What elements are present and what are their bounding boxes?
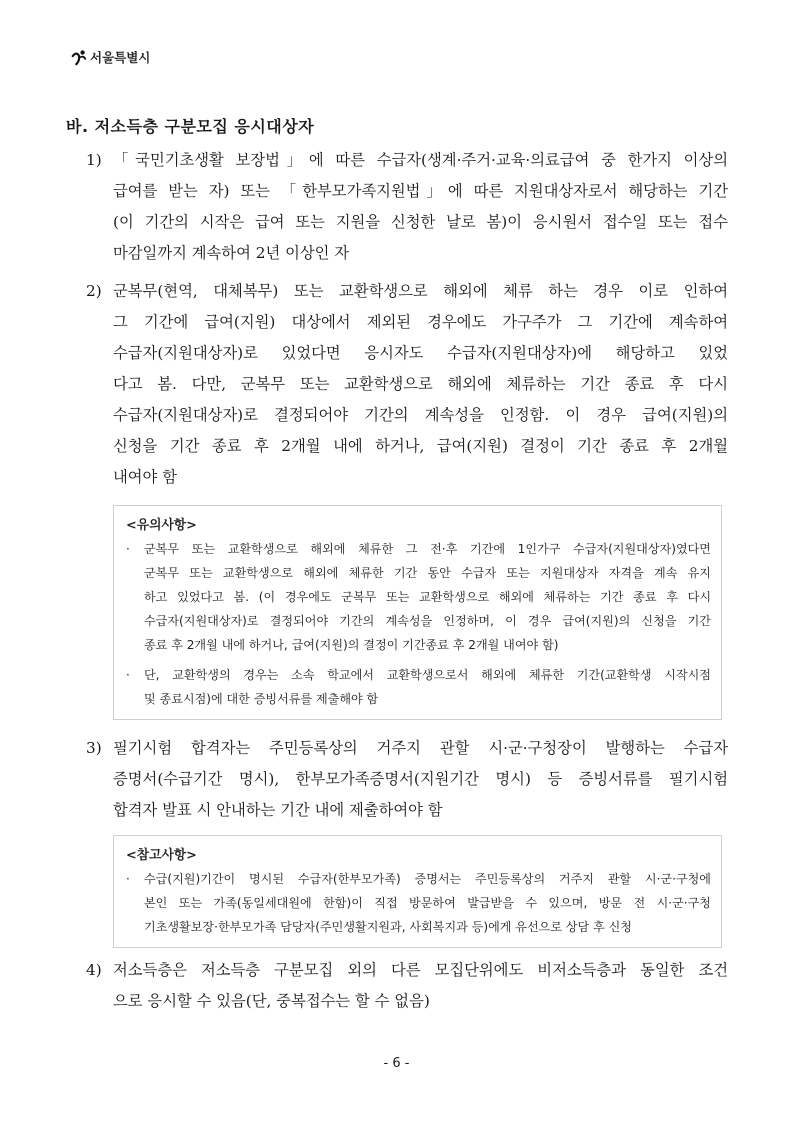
item-line: 「국민기초생활 보장법」에 따른 수급자(생계·주거·교육·의료급여 중 한가지 이상의 — [113, 151, 728, 169]
bullet-marker: · — [126, 668, 130, 682]
list-item-1 — [86, 145, 728, 269]
item-line: (이 기간의 시작은 급여 또는 지원을 신청한 날로 봄)이 응시원서 접수일 또는 접수 — [113, 213, 728, 231]
item-line: 으로 응시할 수 있음(단, 중복접수는 할 수 없음) — [113, 992, 430, 1010]
item-number: 4) — [86, 961, 102, 979]
reference-note-box — [113, 835, 722, 948]
note-line: 수급(지원)기간이 명시된 수급자(한부모가족) 증명서는 주민등록상의 거주지 관할 시·군·구청에 — [144, 872, 711, 886]
note-line: 단, 교환학생의 경우는 소속 학교에서 교환학생으로서 해외에 체류한 기간(교환학생 시작시점 — [144, 668, 711, 682]
note-line: 본인 또는 가족(동일세대원에 한함)이 직접 방문하여 발급받을 수 있으며, 방문 전 시·군·구청 — [144, 896, 711, 910]
list-item-3 — [86, 733, 728, 826]
item-line: 수급자(지원대상자)로 결정되어야 기간의 계속성을 인정함. 이 경우 급여(지원)의 — [113, 406, 728, 424]
item-number: 1) — [86, 151, 102, 169]
note-line: 수급자(지원대상자)로 결정되어야 기간의 계속성을 인정하며, 이 경우 급여(지원)의 신청을 기간 — [144, 614, 711, 628]
note-line: 군복무 또는 교환학생으로 해외에 체류한 기간 동안 수급자 또는 지원대상자 자격을 계속 유지 — [144, 566, 711, 580]
item-line: 그 기간에 급여(지원) 대상에서 제외된 경우에도 가구주가 그 기간에 계속하여 — [113, 313, 728, 331]
item-line: 군복무(현역, 대체복무) 또는 교환학생으로 해외에 체류 하는 경우 이로 인하여 — [113, 282, 728, 300]
section-title: 바. 저소득층 구분모집 응시대상자 — [66, 117, 315, 136]
seoul-symbol-icon — [70, 48, 88, 66]
item-line: 신청을 기간 종료 후 2개월 내에 하거나, 급여(지원) 결정이 기간 종료 후 2개월 — [113, 437, 728, 455]
note-bullet-item — [122, 663, 711, 711]
note-line: 기초생활보장·한부모가족 담당자(주민생활지원과, 사회복지과 등)에게 유선으로 상담 후 신청 — [144, 920, 632, 934]
item-line: 급여를 받는 자) 또는 「한부모가족지원법」에 따른 지원대상자로서 해당하는 기간 — [113, 182, 728, 200]
note-title: <유의사항> — [126, 518, 197, 533]
item-line: 마감일까지 계속하여 2년 이상인 자 — [113, 244, 350, 262]
note-bullet-item — [122, 537, 711, 657]
note-line: 하고 있었다고 봄. (이 경우에도 군복무 또는 교환학생으로 해외에 체류하는 기간 종료 후 다시 — [144, 590, 711, 604]
bullet-marker: · — [126, 872, 130, 886]
note-bullet-item — [122, 867, 711, 939]
item-number: 3) — [86, 739, 102, 757]
item-line: 저소득층은 저소득층 구분모집 외의 다른 모집단위에도 비저소득층과 동일한 조건 — [113, 961, 728, 979]
seoul-logo — [70, 48, 150, 66]
item-line: 필기시험 합격자는 주민등록상의 거주지 관할 시·군·구청장이 발행하는 수급자 — [113, 739, 728, 757]
item-line: 합격자 발표 시 안내하는 기간 내에 제출하여야 함 — [113, 801, 443, 819]
item-line: 수급자(지원대상자)로 있었다면 응시자도 수급자(지원대상자)에 해당하고 있었 — [113, 344, 728, 362]
caution-note-box — [113, 505, 722, 720]
note-title: <참고사항> — [126, 848, 197, 863]
list-item-4 — [86, 955, 728, 1017]
list-item-2 — [86, 276, 728, 493]
org-name: 서울특별시 — [90, 50, 151, 65]
note-line: 군복무 또는 교환학생으로 해외에 체류한 그 전·후 기간에 1인가구 수급자(지원대상자)였다면 — [144, 542, 711, 556]
bullet-marker: · — [126, 542, 130, 556]
note-line: 종료 후 2개월 내에 하거나, 급여(지원)의 결정이 기간종료 후 2개월 내여야 함) — [144, 638, 559, 652]
page-number: - 6 - — [383, 1056, 410, 1071]
item-line: 내여야 함 — [113, 468, 177, 486]
item-line: 증명서(수급기간 명시), 한부모가족증명서(지원기간 명시) 등 증빙서류를 필기시험 — [113, 770, 728, 788]
item-line: 다고 봄. 다만, 군복무 또는 교환학생으로 해외에 체류하는 기간 종료 후 다시 — [113, 375, 728, 393]
item-number: 2) — [86, 282, 102, 300]
note-line: 및 종료시점)에 대한 증빙서류를 제출해야 함 — [144, 692, 379, 706]
